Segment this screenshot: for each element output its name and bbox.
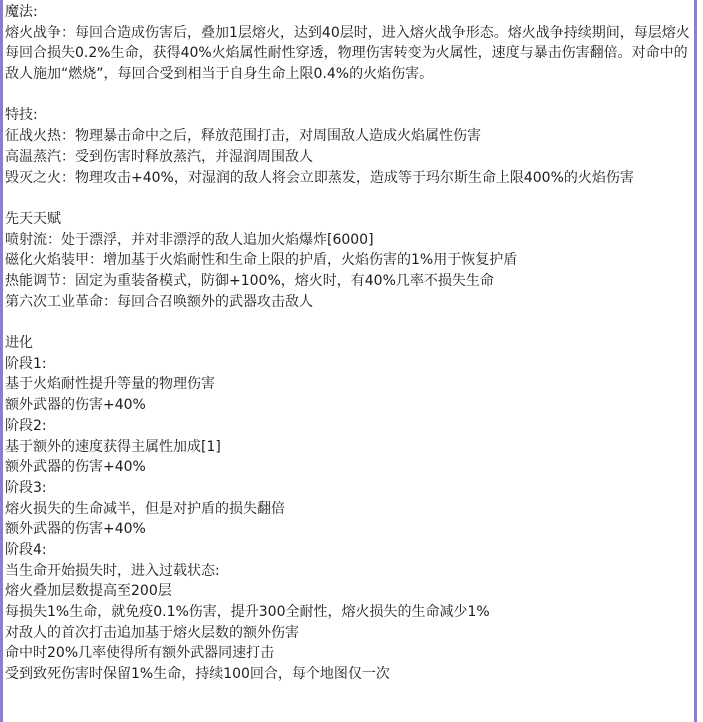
skill-item: 毁灭之火：物理攻击+40%，对湿润的敌人将会立即蒸发，造成等于玛尔斯生命上限400%的火焰伤害 — [5, 169, 634, 186]
stage-label: 阶段1: — [5, 355, 47, 372]
innate-item: 热能调节：固定为重装备模式，防御+100%，熔火时，有40%几率不损失生命 — [5, 273, 494, 289]
skill-item: 高温蒸汽：受到伤害时释放蒸汽，并湿润周围敌人 — [5, 148, 313, 165]
magic-description: 熔火战争：每回合造成伤害后，叠加1层熔火，达到40层时，进入熔火战争形态。熔火战争持续期间，每层熔火每回合损失0.2%生命，获得40%火焰属性耐性穿透，物理伤害转变为火属性，速度与暴击伤害翻倍。对命中的敌人施加“燃烧”，每回合受到相当于自身生命上限0.4%的火焰伤害。 — [5, 24, 690, 83]
stage-label: 阶段3: — [5, 479, 47, 496]
innate-item: 喷射流：处于漂浮，并对非漂浮的敌人追加火焰爆炸[6000] — [5, 231, 374, 248]
stage-line: 每损失1%生命，就免疫0.1%伤害，提升300全耐性，熔火损失的生命减少1% — [5, 604, 490, 620]
stage-line: 熔火叠加层数提高至200层 — [5, 583, 172, 600]
stage-line: 对敌人的首次打击追加基于熔火层数的额外伤害 — [5, 624, 299, 641]
stage-label: 阶段4: — [5, 541, 47, 558]
spacer — [5, 85, 695, 106]
stage-line: 基于额外的速度获得主属性加成[1] — [5, 438, 221, 455]
skills-heading: 特技: — [5, 107, 38, 124]
skills-section — [5, 105, 695, 188]
spacer — [5, 312, 695, 333]
advance-heading: 进化 — [5, 335, 33, 352]
stage-line: 基于火焰耐性提升等量的物理伤害 — [5, 376, 215, 393]
innate-item: 磁化火焰装甲：增加基于火焰耐性和生命上限的护盾，火焰伤害的1%用于恢复护盾 — [5, 252, 518, 269]
skill-item: 征战火热：物理暴击命中之后，释放范围打击，对周围敌人造成火焰属性伤害 — [5, 128, 481, 145]
magic-heading: 魔法: — [5, 4, 38, 20]
document-body — [5, 2, 695, 685]
stage-line: 额外武器的伤害+40% — [5, 521, 146, 538]
stage-line: 受到致死伤害时保留1%生命，持续100回合，每个地图仅一次 — [5, 666, 390, 683]
magic-section — [5, 2, 695, 85]
stage-line: 额外武器的伤害+40% — [5, 397, 146, 414]
stage-label: 阶段2: — [5, 417, 47, 434]
spacer — [5, 188, 695, 209]
stage-line: 当生命开始损失时，进入过载状态: — [5, 562, 220, 579]
innate-item: 第六次工业革命：每回合召唤额外的武器攻击敌人 — [5, 293, 313, 310]
stage-line: 额外武器的伤害+40% — [5, 459, 146, 476]
advance-section — [5, 333, 695, 685]
innate-heading: 先天天赋 — [5, 210, 61, 227]
stage-line: 命中时20%几率使得所有额外武器同速打击 — [5, 645, 275, 662]
stage-line: 熔火损失的生命减半，但是对护盾的损失翻倍 — [5, 500, 285, 517]
innate-section — [5, 209, 695, 312]
